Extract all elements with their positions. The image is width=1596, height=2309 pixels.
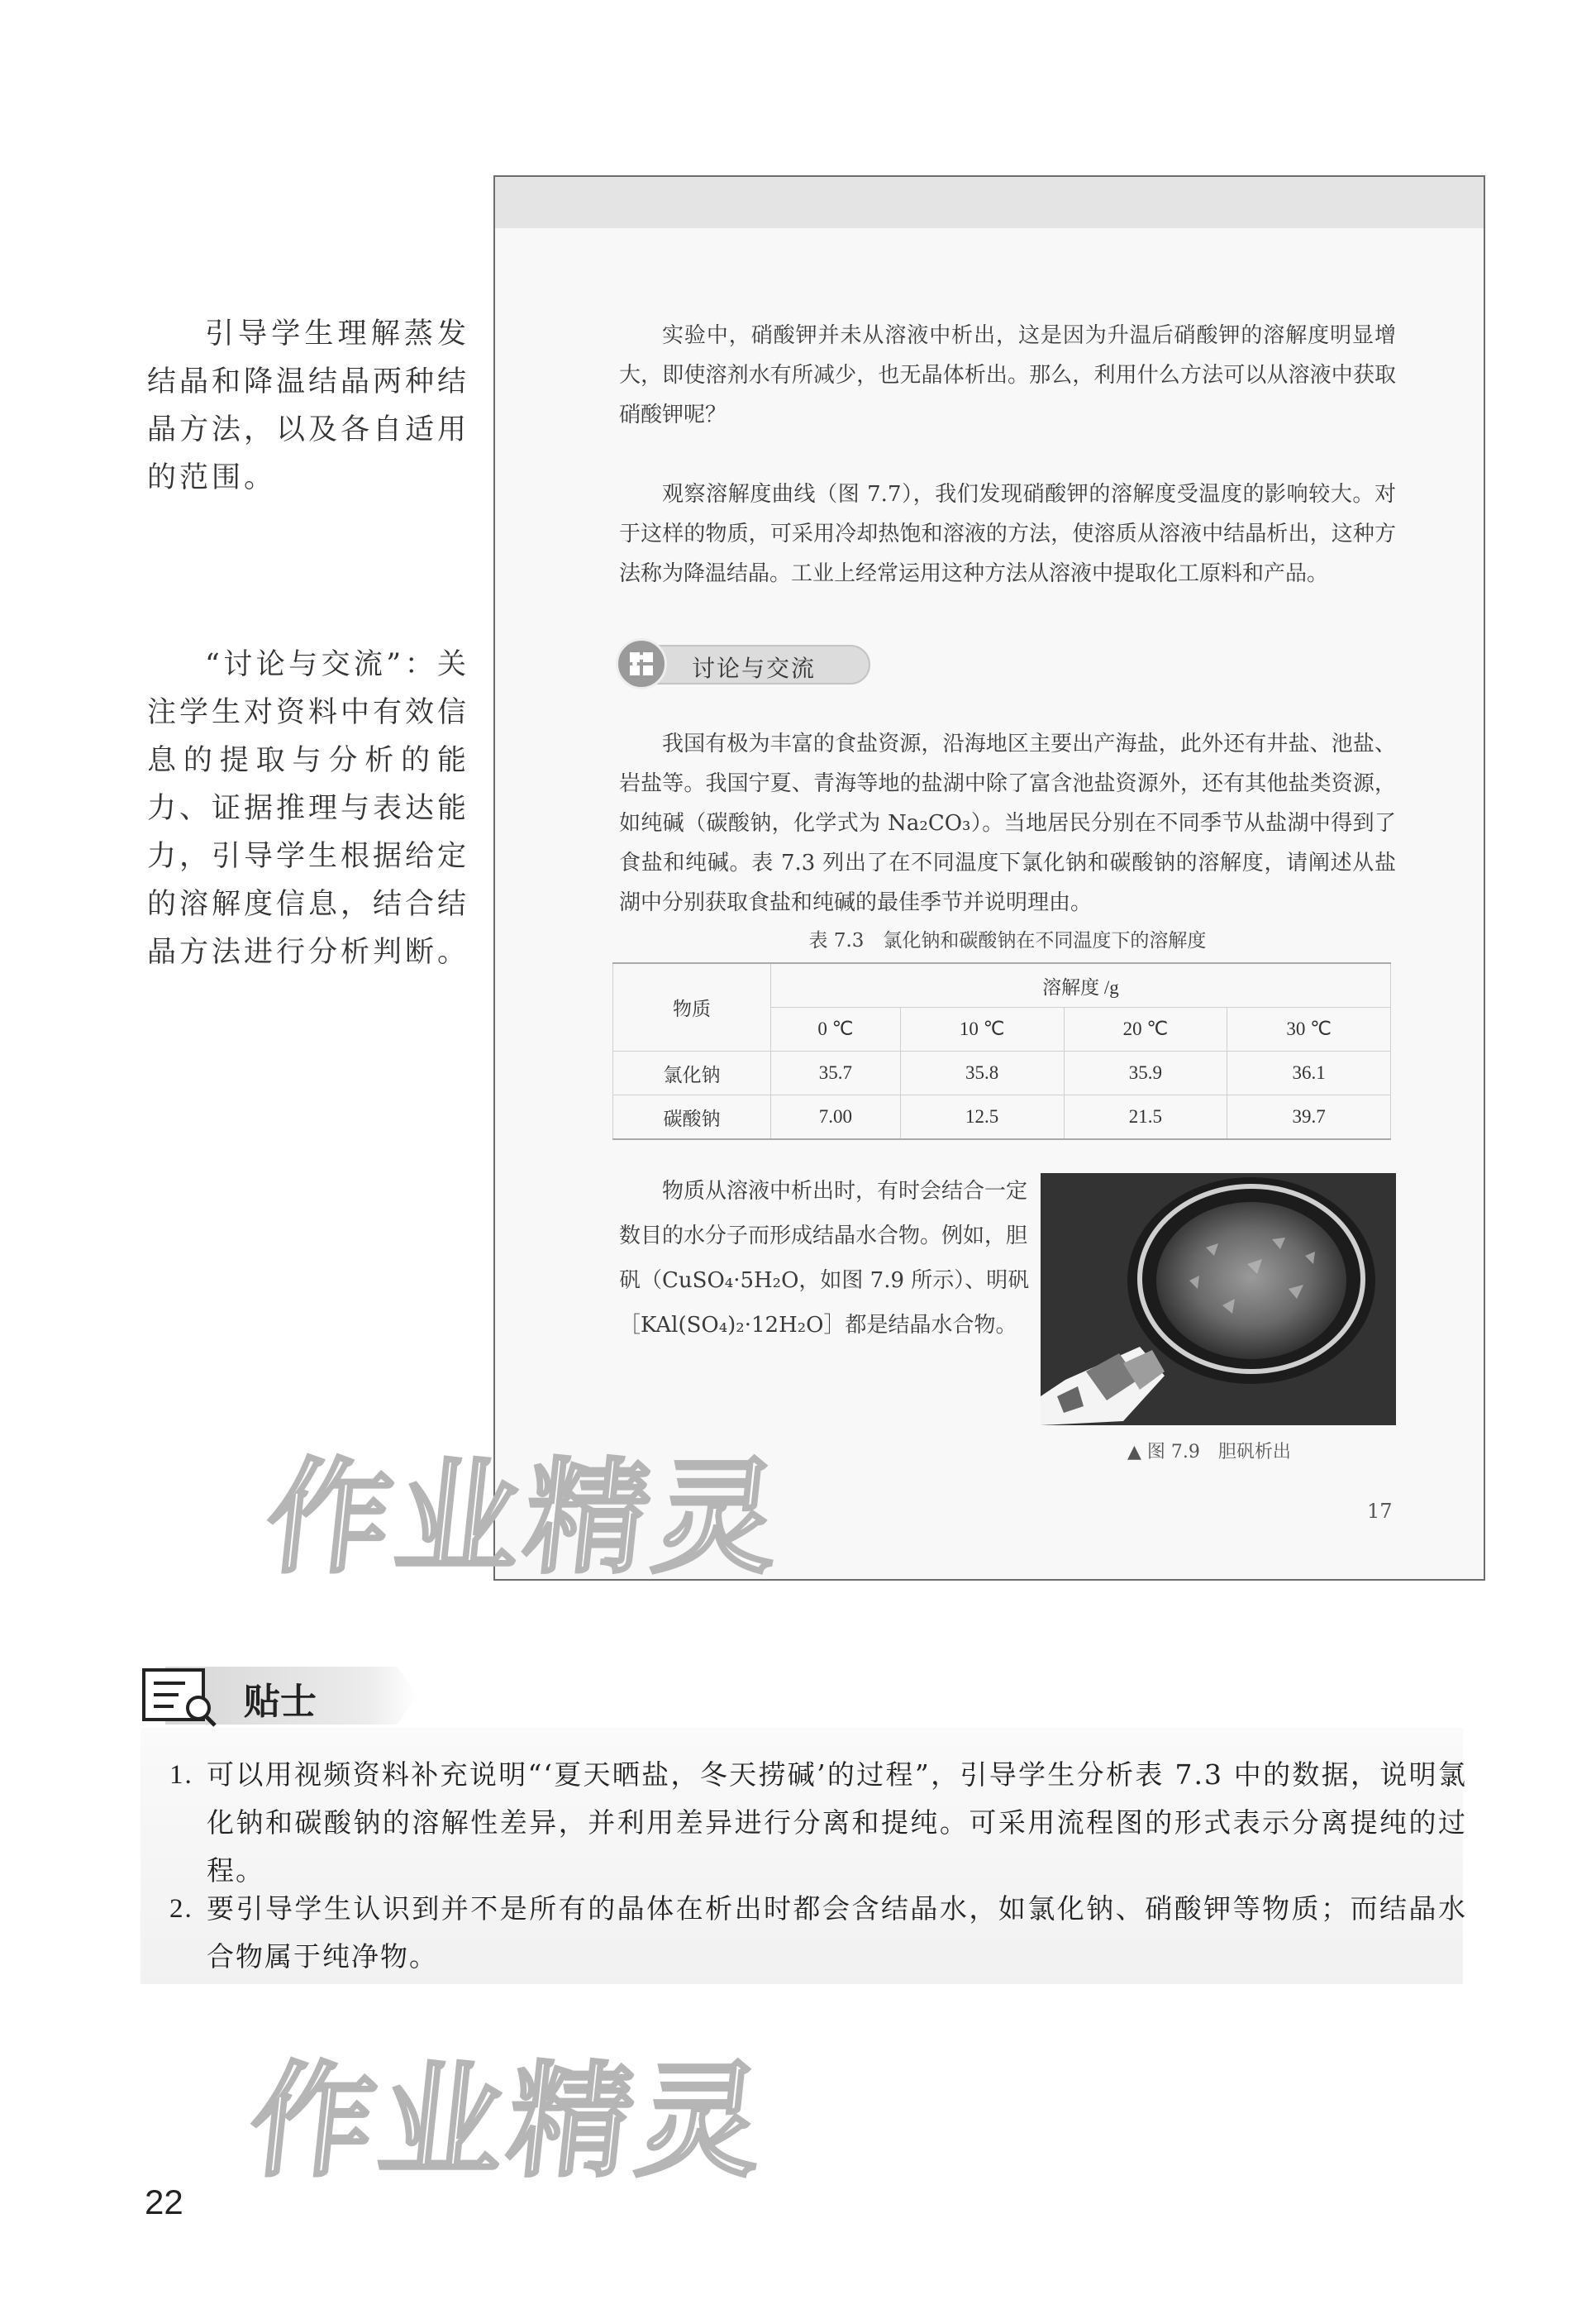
page-number: 22 — [145, 2183, 183, 2221]
header-substance: 物质 — [613, 963, 771, 1052]
tips-title: 贴士 — [244, 1681, 317, 1723]
cell-value: 39.7 — [1227, 1095, 1391, 1140]
tips-header — [141, 1662, 422, 1729]
cell-value: 21.5 — [1064, 1095, 1227, 1140]
side-note-crystallization: 引导学生理解蒸发结晶和降温结晶两种结晶方法，以及各自适用的范围。 — [147, 317, 470, 494]
textbook-page-number: 17 — [1367, 1500, 1393, 1523]
cell-value: 36.1 — [1227, 1052, 1391, 1095]
row-name: 氯化钠 — [613, 1052, 771, 1095]
tip-number: 2. — [169, 1894, 193, 1924]
row-name: 碳酸钠 — [613, 1095, 771, 1140]
watermark: 作业精灵 — [260, 1447, 791, 1591]
discussion-label: 讨论与交流 — [692, 655, 817, 682]
header-temp: 20 ℃ — [1064, 1008, 1227, 1052]
header-temp: 0 ℃ — [771, 1008, 901, 1052]
photo-caption: ▲ 图 7.9 胆矾析出 — [1127, 1442, 1291, 1462]
cell-value: 35.8 — [900, 1052, 1064, 1095]
tip-item — [169, 1751, 1467, 1895]
textbook-top-band — [495, 177, 1484, 228]
textbook-paragraph-1: 实验中，硝酸钾并未从溶液中析出，这是因为升温后硝酸钾的溶解度明显增大，即使溶剂水有所减少，也无晶体析出。那么，利用什么方法可以从溶液中获取硝酸钾呢？ — [619, 323, 1396, 427]
cell-value: 7.00 — [771, 1095, 901, 1140]
header-temp: 30 ℃ — [1227, 1008, 1391, 1052]
solubility-table — [612, 962, 1391, 1140]
table-row — [613, 1052, 1391, 1095]
note-magnifier-icon — [141, 1665, 231, 1728]
tip-text: 要引导学生认识到并不是所有的晶体在析出时都会含结晶水，如氯化钠、硝酸钾等物质；而结晶水合物属于纯净物。 — [207, 1892, 1467, 1973]
tip-number: 1. — [169, 1760, 193, 1790]
cell-value: 12.5 — [900, 1095, 1064, 1140]
textbook-paragraph-3: 我国有极为丰富的食盐资源，沿海地区主要出产海盐，此外还有井盐、池盐、岩盐等。我国宁夏、青海等地的盐湖中除了富含池盐资源外，还有其他盐类资源，如纯碱（碳酸钠，化学式为 Na₂CO₃）。当地居民分别在不同季节从盐湖中得到了食盐和纯碱。表 7.3 列出了在不同温度下氯化钠和碳酸钠的溶解度，请阐述从盐湖中分别获取食盐和纯碱的最佳季节并说明理由。 — [619, 732, 1396, 915]
discussion-badge — [616, 638, 876, 689]
side-note-discussion: “讨论与交流”：关注学生对资料中有效信息的提取与分析的能力、证据推理与表达能力，引导学生根据给定的溶解度信息，结合结晶方法进行分析判断。 — [147, 648, 470, 969]
cell-value: 35.7 — [771, 1052, 901, 1095]
textbook-paragraph-4: 物质从溶液中析出时，有时会结合一定数目的水分子而形成结晶水合物。例如，胆矾（CuSO₄·5H₂O，如图 7.9 所示）、明矾［KAl(SO₄)₂·12H₂O］都是结晶水合物。 — [619, 1179, 1030, 1338]
watermark: 作业精灵 — [243, 2050, 774, 2194]
cell-value: 35.9 — [1064, 1052, 1227, 1095]
bluestone-crystal-photo — [1041, 1173, 1396, 1425]
textbook-page-image — [493, 175, 1485, 1581]
table-row — [613, 1095, 1391, 1140]
header-temp: 10 ℃ — [900, 1008, 1064, 1052]
tip-item — [169, 1885, 1467, 1981]
puzzle-icon — [616, 638, 667, 689]
textbook-paragraph-2: 观察溶解度曲线（图 7.7），我们发现硝酸钾的溶解度受温度的影响较大。对于这样的物质，可采用冷却热饱和溶液的方法，使溶质从溶液中结晶析出，这种方法称为降温结晶。工业上经常运用这种方法从溶液中提取化工原料和产品。 — [619, 482, 1396, 586]
tip-text: 可以用视频资料补充说明“‘夏天晒盐，冬天捞碱’的过程”，引导学生分析表 7.3 中的数据，说明氯化钠和碳酸钠的溶解性差异，并利用差异进行分离和提纯。可采用流程图的形式表示分离提纯的过程。 — [207, 1758, 1467, 1887]
table-caption: 表 7.3 氯化钠和碳酸钠在不同温度下的溶解度 — [808, 930, 1207, 952]
header-solubility: 溶解度 /g — [771, 963, 1391, 1008]
